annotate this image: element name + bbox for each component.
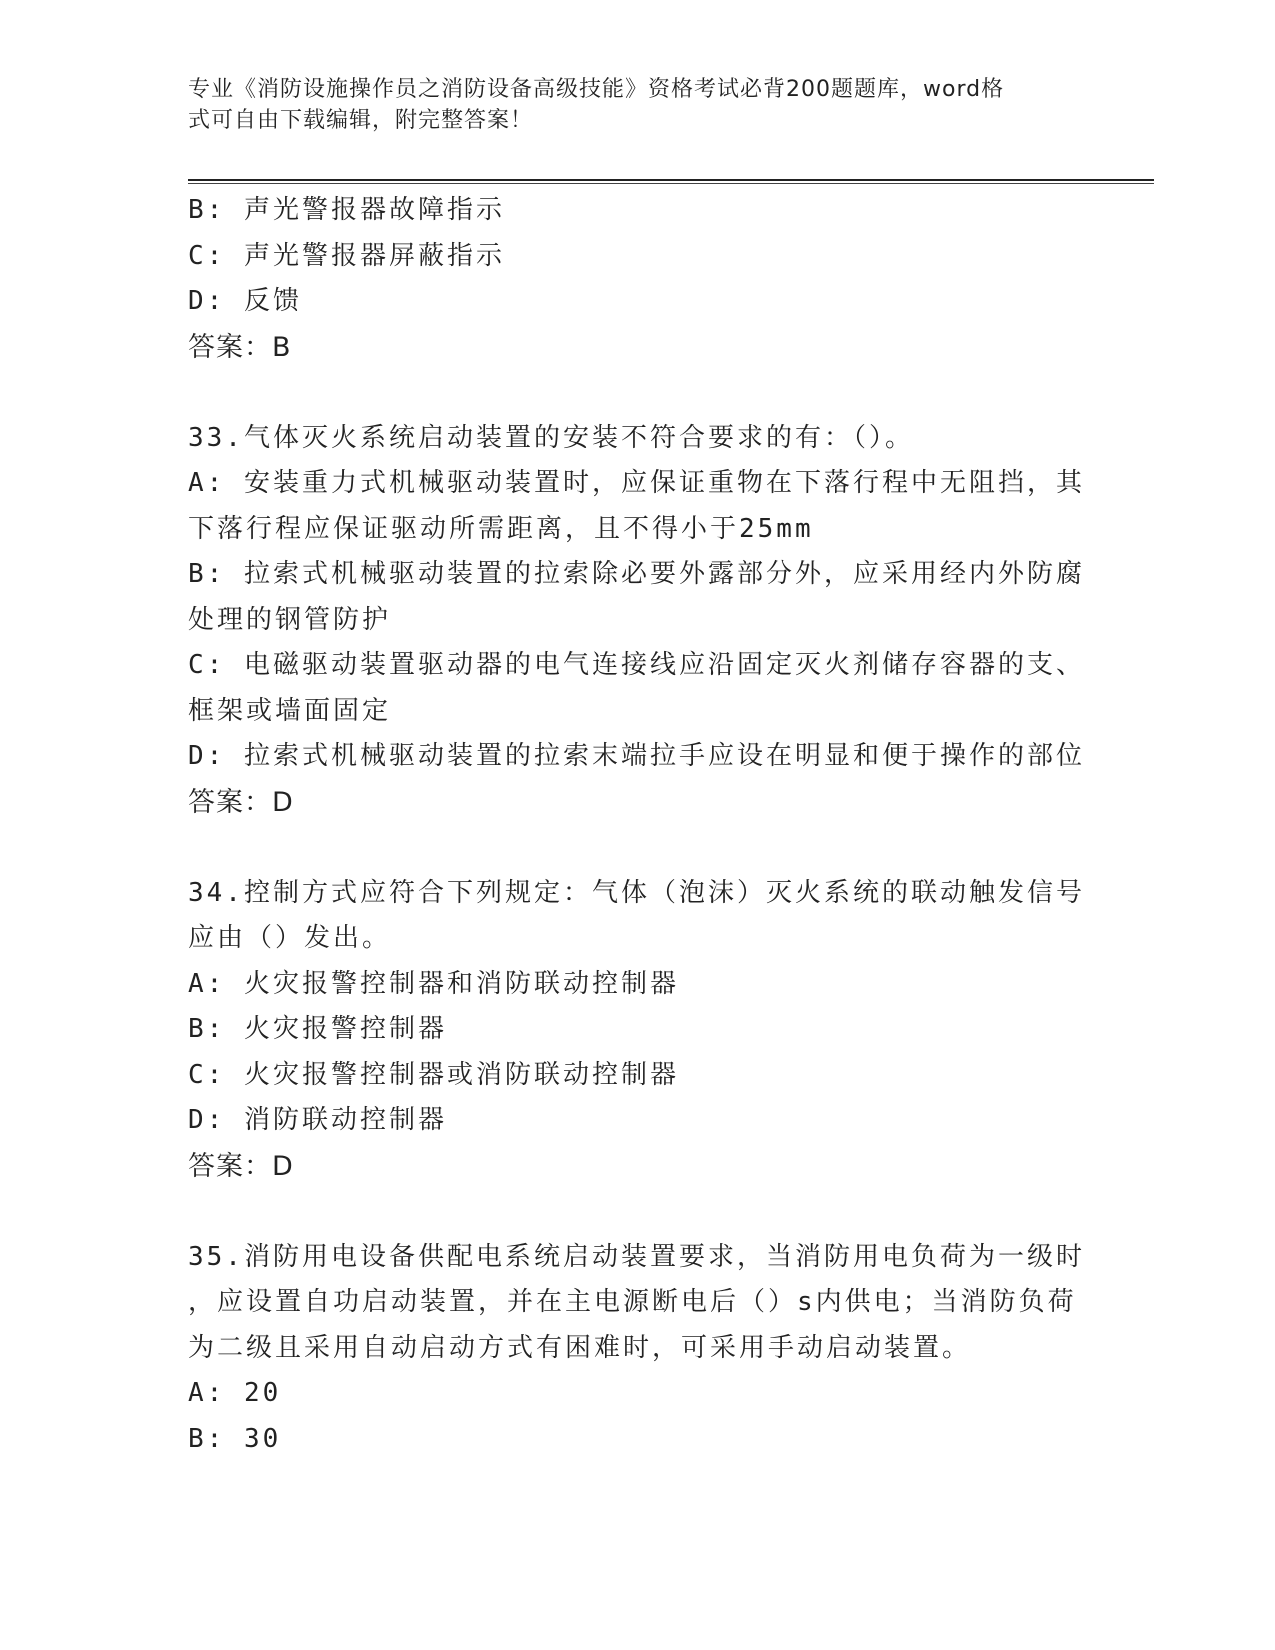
- option-b-continued: 处理的钢管防护: [188, 604, 392, 635]
- answer: 答案：D: [188, 1150, 294, 1182]
- option-c: C: 火灾报警控制器或消防联动控制器: [188, 1059, 679, 1090]
- spacer: [188, 825, 1088, 871]
- question-35: [188, 1235, 1088, 1463]
- question-stem-continued: 为二级且采用自动启动方式有困难时，可采用手动启动装置。: [188, 1332, 972, 1363]
- question-stem: 33.气体灭火系统启动装置的安装不符合要求的有：（）。: [188, 422, 914, 453]
- option-a: A: 20: [188, 1378, 282, 1408]
- question-content: [188, 188, 1088, 1462]
- option-c: C: 电磁驱动装置驱动器的电气连接线应沿固定灭火剂储存容器的支、: [188, 650, 1085, 680]
- option-d: D: 拉索式机械驱动装置的拉索末端拉手应设在明显和便于操作的部位: [188, 741, 1085, 771]
- question-34: [188, 871, 1088, 1190]
- question-stem-continued: 应由（）发出。: [188, 923, 392, 953]
- header-line-2: 式可自由下载编辑，附完整答案！: [188, 108, 534, 133]
- option-c-continued: 框架或墙面固定: [188, 695, 392, 726]
- option-a: A: 火灾报警控制器和消防联动控制器: [188, 968, 679, 999]
- document-header: [188, 74, 1068, 136]
- question-stem: 34.控制方式应符合下列规定：气体（泡沫）灭火系统的联动触发信号: [188, 877, 1085, 908]
- option-d: D: 消防联动控制器: [188, 1105, 447, 1135]
- answer: 答案：D: [188, 786, 294, 818]
- option-b: B: 30: [188, 1423, 282, 1454]
- option-a-continued: 下落行程应保证驱动所需距离，且不得小于25mm: [188, 513, 814, 544]
- option-b: B: 拉索式机械驱动装置的拉索除必要外露部分外，应采用经内外防腐: [188, 559, 1085, 589]
- header-divider-thick: [188, 179, 1154, 181]
- question-stem-continued: ，应设置自功启动装置，并在主电源断电后（）s内供电；当消防负荷: [188, 1287, 1077, 1317]
- option-c: C: 声光警报器屏蔽指示: [188, 240, 505, 271]
- header-divider-thin: [188, 183, 1154, 184]
- question-32-tail: [188, 188, 1088, 370]
- option-b: B: 声光警报器故障指示: [188, 195, 505, 225]
- option-b: B: 火灾报警控制器: [188, 1014, 447, 1044]
- option-d: D: 反馈: [188, 286, 302, 316]
- question-stem: 35.消防用电设备供配电系统启动装置要求，当消防用电负荷为一级时: [188, 1241, 1085, 1272]
- header-line-1: 专业《消防设施操作员之消防设备高级技能》资格考试必背200题题库，word格: [188, 77, 1005, 102]
- spacer: [188, 1189, 1088, 1235]
- question-33: [188, 416, 1088, 826]
- option-a: A: 安装重力式机械驱动装置时，应保证重物在下落行程中无阻挡，其: [188, 468, 1085, 498]
- spacer: [188, 370, 1088, 416]
- answer: 答案：B: [188, 331, 292, 363]
